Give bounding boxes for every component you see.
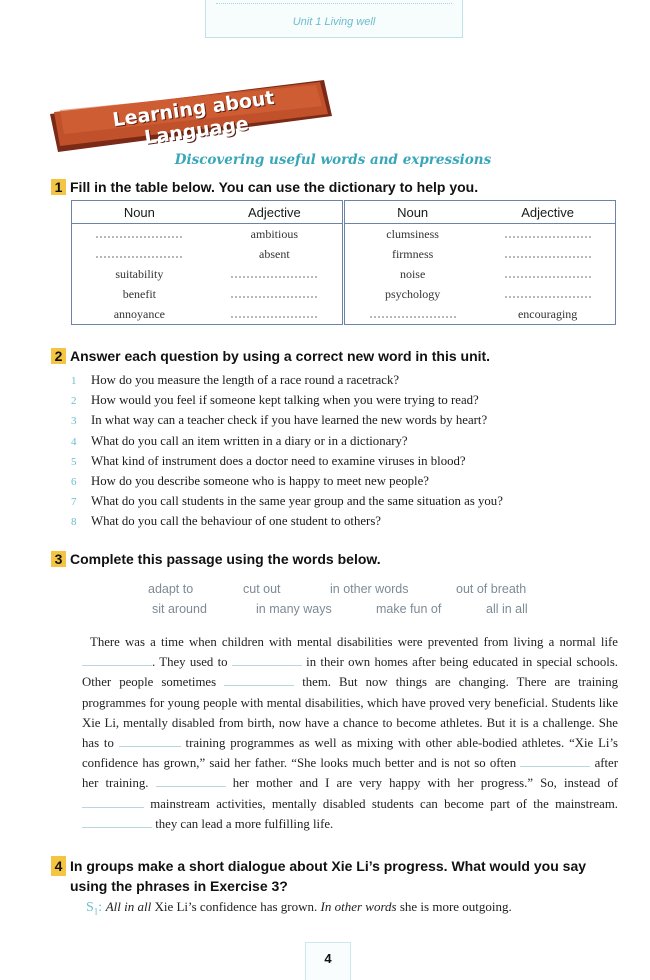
section-banner [46, 76, 336, 154]
sample-dialogue: $S_1$: All in all Xie Li’s confidence has grown. In other words she is more outgoing. [86, 899, 512, 917]
word-bank-item: all in all [486, 602, 528, 616]
exercise-number: 4 [51, 856, 66, 876]
speaker-index: 1 [93, 906, 99, 917]
exercise-instruction: Complete this passage using the words below. [70, 551, 381, 567]
question-number: 8 [71, 516, 77, 529]
answer-blank[interactable] [82, 655, 152, 666]
list-item [71, 410, 503, 430]
column-header: Noun [72, 201, 207, 224]
exercise-number: 3 [51, 551, 66, 567]
cloze-passage [82, 632, 618, 834]
word-bank-item: cut out [243, 582, 281, 596]
blank-cell[interactable] [480, 244, 615, 264]
phrase-highlight: In other words [320, 899, 397, 914]
table-row [72, 264, 616, 284]
exercise-number: 1 [51, 179, 66, 195]
question-number: 1 [71, 375, 77, 387]
table-cell: psychology [343, 284, 480, 304]
answer-blank[interactable] [224, 675, 294, 686]
banner-title: Learning about Language [111, 86, 276, 150]
column-header: Noun [343, 201, 480, 224]
blank-cell[interactable] [207, 284, 344, 304]
exercise-1-heading [51, 179, 478, 195]
table-cell: annoyance [113, 306, 165, 321]
question-text: How do you measure the length of a race round a racetrack? [91, 373, 400, 387]
table-cell: ambitious [250, 226, 299, 241]
list-item [71, 471, 503, 491]
phrase-highlight: All in all [105, 899, 152, 914]
table-cell: firmness [343, 244, 480, 264]
question-number: 7 [71, 496, 77, 509]
speaker-label: S [86, 900, 94, 915]
blank-cell[interactable] [72, 244, 207, 264]
answer-blank[interactable] [232, 655, 302, 666]
column-header: Adjective [480, 201, 615, 224]
blank-cell[interactable] [480, 284, 615, 304]
question-number: 2 [71, 395, 77, 408]
blank-cell[interactable] [207, 304, 344, 325]
word-bank-item: out of breath [456, 582, 527, 596]
question-number: 3 [71, 415, 77, 428]
word-forms-table [71, 200, 616, 325]
blank-cell[interactable] [207, 264, 344, 284]
word-bank-item: make fun of [376, 602, 442, 616]
table-cell: benefit [122, 286, 157, 301]
answer-blank[interactable] [520, 756, 590, 767]
question-number: 4 [71, 435, 77, 448]
column-header: Adjective [207, 201, 344, 224]
question-text: In what way can a teacher check if you have learned the new words by heart? [91, 413, 488, 428]
section-subtitle: Discovering useful words and expressions [174, 152, 492, 168]
word-bank [130, 580, 530, 620]
question-text: How would you feel if someone kept talking when you were trying to read? [91, 393, 479, 408]
page-number: 4 [324, 951, 332, 966]
answer-blank[interactable] [119, 736, 181, 747]
question-number: 5 [71, 455, 77, 468]
table-row [72, 304, 616, 325]
word-bank-item: sit around [152, 602, 207, 616]
blank-cell[interactable] [343, 304, 480, 325]
answer-blank[interactable] [156, 776, 226, 787]
table-cell: absent [259, 246, 290, 261]
blank-cell[interactable] [480, 224, 615, 245]
list-item [71, 390, 503, 410]
word-bank-item: in other words [330, 582, 409, 596]
question-text: What do you call an item written in a diary or in a dictionary? [91, 433, 408, 448]
exercise-instruction: In groups make a short dialogue about Xie Li’s progress. What would you say [70, 858, 587, 874]
table-cell: encouraging [517, 306, 578, 321]
list-item [71, 431, 503, 451]
list-item [71, 511, 503, 531]
answer-blank[interactable] [82, 797, 144, 808]
unit-title: Unit 1 Living well [292, 16, 376, 28]
answer-blank[interactable] [82, 817, 152, 828]
word-bank-item: in many ways [256, 602, 332, 616]
list-item [71, 491, 503, 511]
question-text: What do you call the behaviour of one student to others? [91, 514, 381, 529]
page-number-box [305, 942, 351, 980]
table-row [72, 244, 616, 264]
table-cell: suitability [115, 266, 164, 281]
exercise-instruction-cont: using the phrases in Exercise 3? [70, 878, 288, 894]
passage-paragraph: There was a time when children with mental disabilities were prevented from living a normal life . They used to in their own homes after being educated in special schools. Other people sometimes them. But now things are changing. There are training programmes for young people with mental disabilities, which have proved very beneficial. Students like Xie Li, mentally disabled from birth, now have a chance to become athletes. But it is a challenge. She has to training programmes as well as mixing with other able-bodied athletes. “Xie Li’s confidence has grown,” said her father. “She looks much better and is not so often after her training. her mother and I are very happy with her progress.” So, instead of mainstream activities, mentally disabled students can become part of the mainstream. they can lead a more fulfilling life. [82, 635, 619, 831]
exercise-3-heading [51, 551, 381, 567]
header-dotted-rule [216, 3, 452, 4]
blank-cell[interactable] [480, 264, 615, 284]
question-list [71, 370, 503, 532]
exercise-2-heading [51, 348, 490, 364]
exercise-4-heading [51, 856, 586, 896]
table-row [72, 224, 616, 245]
table-cell: clumsiness [343, 224, 480, 245]
exercise-instruction: Answer each question by using a correct new word in this unit. [70, 348, 491, 364]
unit-header [205, 0, 463, 38]
question-text: How do you describe someone who is happy to meet new people? [91, 473, 429, 488]
question-text: What do you call students in the same year group and the same situation as you? [91, 494, 503, 509]
exercise-instruction: Fill in the table below. You can use the dictionary to help you. [70, 179, 479, 195]
table-row [72, 284, 616, 304]
blank-cell[interactable] [72, 224, 207, 245]
question-text: What kind of instrument does a doctor need to examine viruses in blood? [91, 453, 466, 468]
exercise-number: 2 [51, 348, 66, 364]
word-bank-item: adapt to [148, 582, 194, 596]
list-item [71, 451, 503, 471]
table-cell: noise [343, 264, 480, 284]
question-number: 6 [71, 475, 77, 488]
list-item [71, 370, 503, 390]
